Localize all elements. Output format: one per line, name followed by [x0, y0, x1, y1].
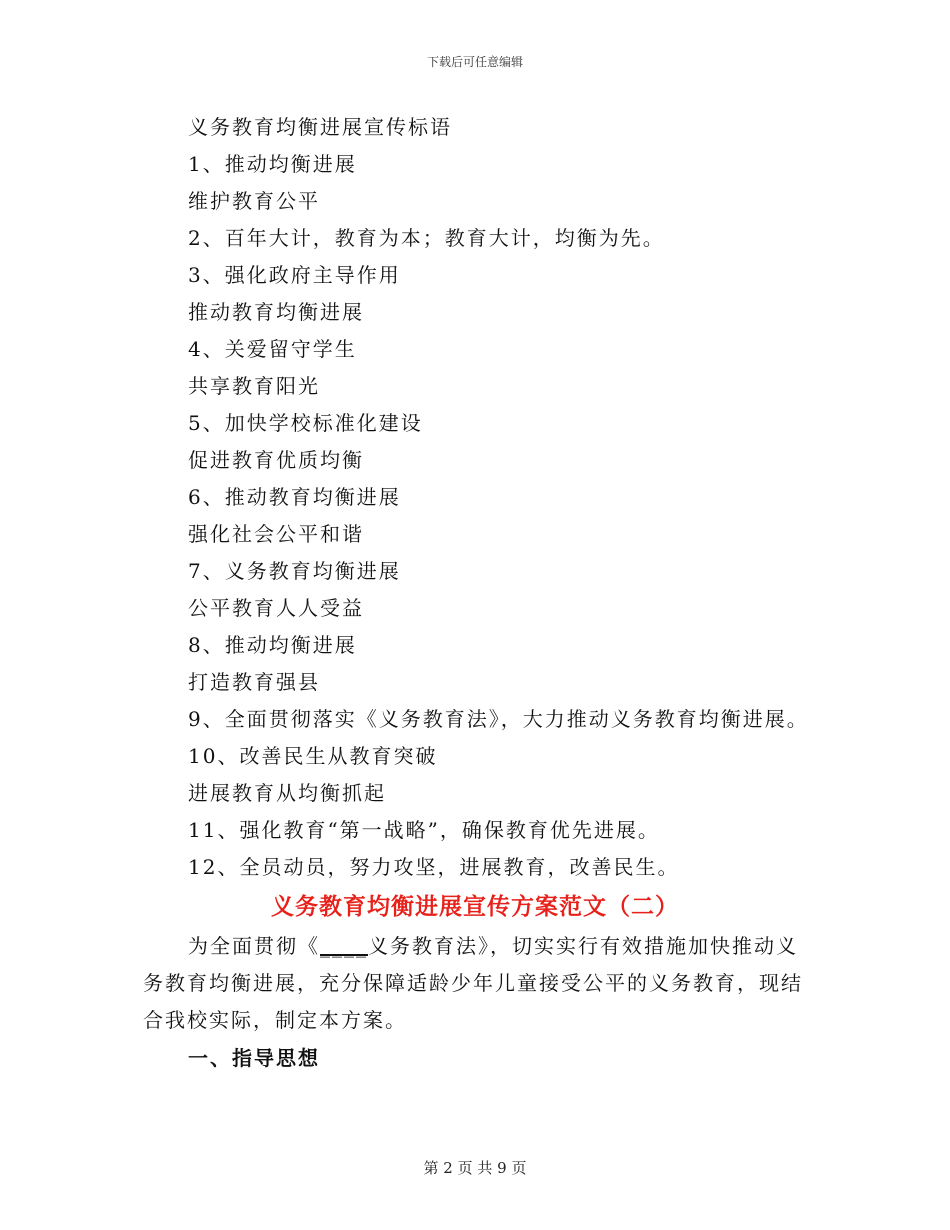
- slogan-heading: 义务教育均衡进展宣传标语: [188, 115, 452, 139]
- page-header: 下载后可任意编辑: [426, 55, 523, 69]
- slogan-line: 12、全员动员，努力攻坚，进展教育，改善民生。: [188, 855, 680, 879]
- slogan-line: 打造教育强县: [188, 670, 320, 694]
- slogan-line: 促进教育优质均衡: [188, 448, 364, 472]
- subheading: 一、指导思想: [188, 1046, 320, 1070]
- slogan-line: 公平教育人人受益: [188, 596, 364, 620]
- slogan-line: 3、强化政府主导作用: [188, 263, 401, 287]
- paragraph-text-before: 为全面贯彻《: [188, 934, 320, 958]
- slogan-line: 7、义务教育均衡进展: [188, 559, 401, 583]
- slogan-line: 8、推动均衡进展: [188, 633, 357, 657]
- slogan-line: 推动教育均衡进展: [188, 300, 364, 324]
- slogan-line: 4、关爱留守学生: [188, 337, 357, 361]
- slogan-line: 9、全面贯彻落实《义务教育法》，大力推动义务教育均衡进展。: [188, 707, 809, 731]
- slogan-line: 10、改善民生从教育突破: [188, 744, 438, 768]
- slogan-line: 共享教育阳光: [188, 374, 320, 398]
- slogan-line: 6、推动教育均衡进展: [188, 485, 401, 509]
- body-paragraph: [143, 928, 808, 1039]
- slogan-line: 进展教育从均衡抓起: [188, 781, 386, 805]
- paragraph-blank: ____: [320, 934, 368, 958]
- slogan-line: 5、加快学校标准化建设: [188, 411, 423, 435]
- slogan-line: 2、百年大计，教育为本；教育大计，均衡为先。: [188, 226, 665, 250]
- slogan-line: 1、推动均衡进展: [188, 152, 357, 176]
- slogan-line: 11、强化教育“第一战略”，确保教育优先进展。: [188, 818, 660, 842]
- paragraph-text-after: 义务教育法》，切实实行有效措施加快推动义务教育均衡进展，充分保障适龄少年儿童接受公平的义务教育，现结合我校实际，制定本方案。: [143, 934, 803, 1032]
- section-title: 义务教育均衡进展宣传方案范文（二）: [271, 893, 679, 920]
- page-footer: 第 2 页 共 9 页: [423, 1159, 527, 1177]
- slogan-line: 强化社会公平和谐: [188, 522, 364, 546]
- slogan-line: 维护教育公平: [188, 189, 320, 213]
